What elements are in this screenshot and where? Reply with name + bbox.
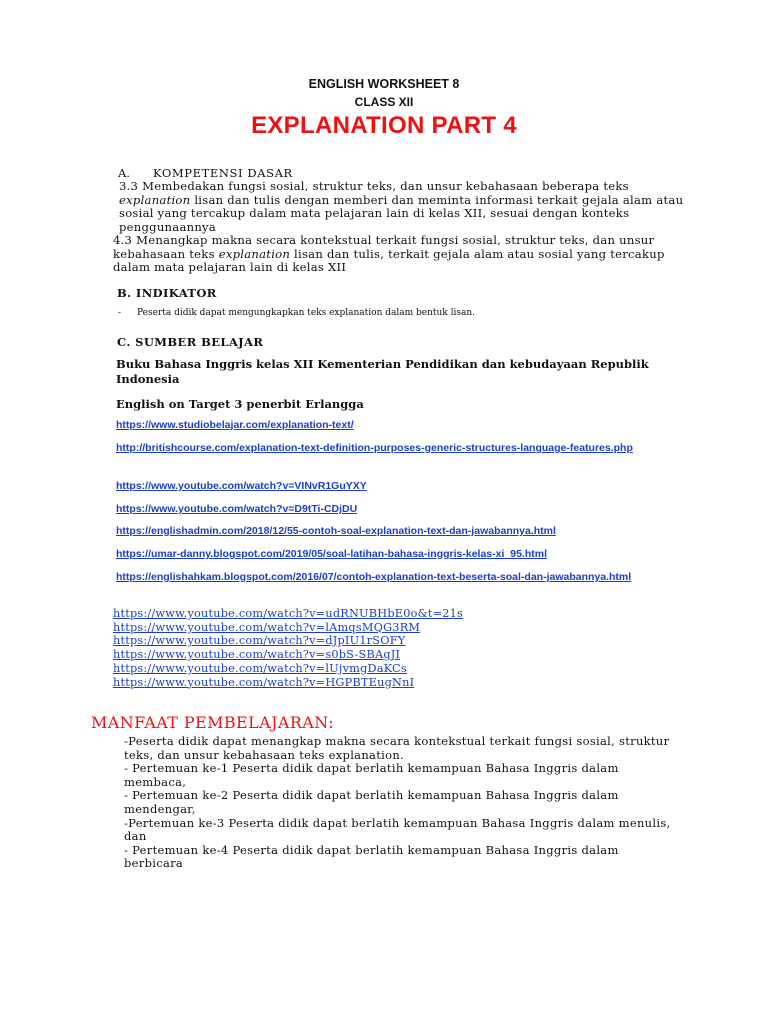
- manfaat-item: - Pertemuan ke-4 Peserta didik dapat berlatih kemampuan Bahasa Inggris dalam berbicara: [124, 842, 619, 871]
- kd1-italic: explanation: [119, 192, 191, 207]
- kompetensi-dasar-4-3: [113, 234, 693, 275]
- source-book-1: Buku Bahasa Inggris kelas XII Kementerian Pendidikan dan kebudayaan Republik Indonesia: [116, 357, 649, 386]
- kd2-italic: explanation: [218, 246, 291, 261]
- manfaat-item: - Pertemuan ke-2 Peserta didik dapat berlatih kemampuan Bahasa Inggris dalam mendengar,: [124, 788, 619, 816]
- source-link[interactable]: https://www.studiobelajar.com/explanation-text/: [116, 419, 354, 431]
- section-a-title: KOMPETENSI DASAR: [153, 166, 293, 180]
- indikator-text: Peserta didik dapat mengungkapkan teks explanation dalam bentuk lisan.: [137, 308, 476, 318]
- kd2-text-after: lisan dan tulis, terkait gejala alam atau sosial yang tercakup dalam mata pelajaran lain di kelas XII: [113, 246, 665, 275]
- kd2-text-before: 4.3 Menangkap makna secara kontekstual terkait fungsi sosial, struktur teks, dan unsur kebahasaan teks: [113, 233, 655, 261]
- source-link[interactable]: https://www.youtube.com/watch?v=VINvR1GuYXY: [116, 480, 367, 492]
- youtube-link[interactable]: https://www.youtube.com/watch?v=HGPBTEugNnI: [113, 675, 415, 689]
- kd1-text-after: lisan dan tulis dengan memberi dan meminta informasi terkait gejala alam atau sosial yang tercakup dalam mata pelajaran lain di kelas XII, sesuai dengan konteks penggunaannya: [119, 192, 684, 234]
- indikator-item: [118, 308, 475, 318]
- worksheet-number: ENGLISH WORKSHEET 8: [308, 77, 460, 91]
- youtube-link[interactable]: https://www.youtube.com/watch?v=lAmqsMQG3RM: [113, 620, 421, 634]
- manfaat-title: MANFAAT PEMBELAJARAN:: [91, 713, 334, 732]
- indikator-dash: -: [118, 308, 122, 318]
- source-link[interactable]: http://britishcourse.com/explanation-text-definition-purposes-generic-structures-language-features.php: [116, 442, 633, 454]
- source-book-2: English on Target 3 penerbit Erlangga: [116, 397, 364, 411]
- manfaat-item: -Peserta didik dapat menangkap makna secara kontekstual terkait fungsi sosial, struktur teks, dan unsur kebahasaan teks explanation.: [124, 734, 670, 762]
- youtube-link[interactable]: https://www.youtube.com/watch?v=lUjvmgDaKCs: [113, 661, 407, 675]
- kd1-text-before: 3.3 Membedakan fungsi sosial, struktur teks, dan unsur kebahasaan beberapa teks: [119, 179, 629, 193]
- source-link[interactable]: https://umar-danny.blogspot.com/2019/05/soal-latihan-bahasa-inggris-kelas-xi_95.html: [116, 548, 547, 560]
- youtube-link[interactable]: https://www.youtube.com/watch?v=dJpIU1rSOFY: [113, 634, 406, 648]
- source-link[interactable]: https://www.youtube.com/watch?v=D9tTi-CDjDU: [116, 503, 358, 515]
- section-a-letter: A.: [118, 166, 130, 180]
- page-title: EXPLANATION PART 4: [251, 112, 517, 139]
- youtube-link[interactable]: https://www.youtube.com/watch?v=udRNUBHbE0o&t=21s: [113, 607, 464, 620]
- manfaat-list: [124, 735, 679, 871]
- source-link[interactable]: https://englishadmin.com/2018/12/55-contoh-soal-explanation-text-dan-jawabannya.html: [116, 525, 556, 537]
- manfaat-item: - Pertemuan ke-1 Peserta didik dapat berlatih kemampuan Bahasa Inggris dalam membaca,: [124, 761, 619, 789]
- kompetensi-dasar-3-3: [113, 180, 699, 234]
- section-c-title: C. SUMBER BELAJAR: [117, 335, 264, 349]
- youtube-link[interactable]: https://www.youtube.com/watch?v=s0bS-SBAgJI: [113, 648, 401, 662]
- manfaat-item: -Pertemuan ke-3 Peserta didik dapat berlatih kemampuan Bahasa Inggris dalam menulis, dan: [124, 815, 671, 844]
- youtube-links-list: [113, 607, 463, 689]
- class-label: CLASS XII: [354, 95, 414, 109]
- section-b-title: B. INDIKATOR: [117, 286, 217, 300]
- source-link[interactable]: https://englishahkam.blogspot.com/2016/07/contoh-explanation-text-beserta-soal-dan-jawabannya.html: [116, 571, 632, 583]
